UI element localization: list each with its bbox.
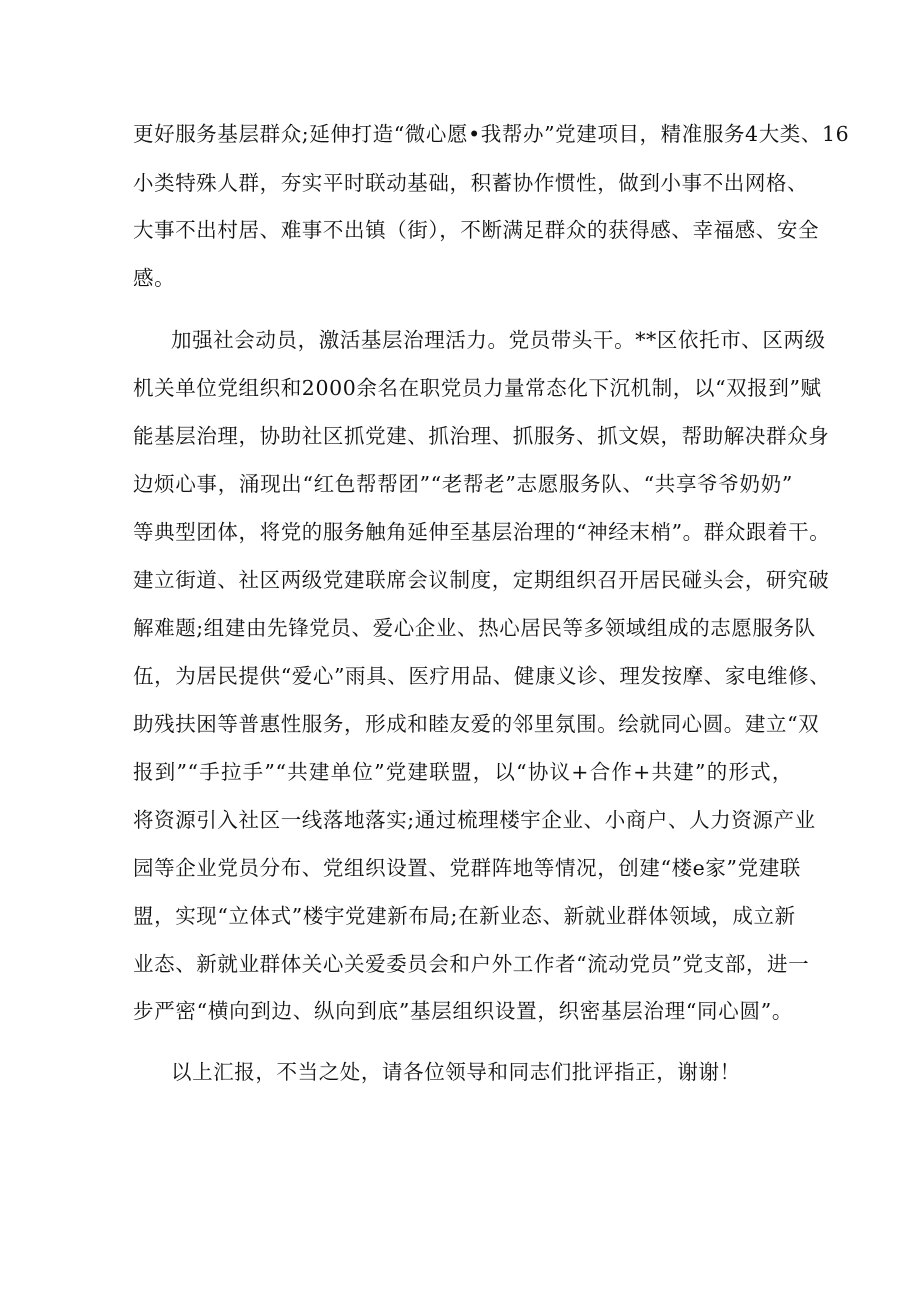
paragraph-2-line-6: 建立街道、社区两级党建联席会议制度，定期组织召开居民碰头会，研究破 (133, 568, 830, 592)
paragraph-2-line-5: 等典型团体，将党的服务触角延伸至基层治理的“神经末梢”。群众跟着干。 (133, 520, 831, 544)
paragraph-2-line-7: 解难题;组建由先锋党员、爱心企业、热心居民等多领域组成的志愿服务队 (133, 616, 816, 640)
paragraph-2-line-11: 将资源引入社区一线落地落实;通过梳理楼宇企业、小商户、人力资源产业 (133, 808, 816, 832)
paragraph-2-line-2: 机关单位党组织和2000余名在职党员力量常态化下沉机制，以“双报到”赋 (133, 376, 822, 400)
paragraph-2-line-12: 园等企业党员分布、党组织设置、党群阵地等情况，创建“楼e家”党建联 (133, 856, 801, 880)
paragraph-1-line-2: 小类特殊人群，夯实平时联动基础，积蓄协作惯性，做到小事不出网格、 (133, 171, 809, 195)
paragraph-1-line-3: 大事不出村居、难事不出镇（街），不断满足群众的获得感、幸福感、安全 (133, 218, 820, 242)
paragraph-2-line-4: 边烦心事，涌现出“红色帮帮团”“老帮老”志愿服务队、“共享爷爷奶奶” (133, 472, 793, 496)
paragraph-2-line-13: 盟，实现“立体式”楼宇党建新布局;在新业态、新就业群体领域，成立新 (133, 904, 796, 928)
paragraph-1-line-1: 更好服务基层群众;延伸打造“微心愿•我帮办”党建项目，精准服务4大类、16 (133, 122, 850, 146)
paragraph-2-line-1: 加强社会动员，激活基层治理活力。党员带头干。**区依托市、区两级 (171, 328, 826, 352)
paragraph-1-line-4: 感。 (133, 266, 176, 290)
paragraph-2-line-9: 助残扶困等普惠性服务，形成和睦友爱的邻里氛围。绘就同心圆。建立“双 (133, 712, 820, 736)
paragraph-2-line-3: 能基层治理，协助社区抓党建、抓治理、抓服务、抓文娱，帮助解决群众身 (133, 424, 830, 448)
paragraph-2-line-15: 步严密“横向到边、纵向到底”基层组织设置，织密基层治理“同心圆”。 (133, 999, 793, 1023)
paragraph-2-line-8: 伍，为居民提供“爱心”雨具、医疗用品、健康义诊、理发按摩、家电维修、 (133, 664, 831, 688)
paragraph-2-line-14: 业态、新就业群体关心关爱委员会和户外工作者“流动党员”党支部，进一 (133, 952, 810, 976)
paragraph-2-line-10: 报到”“手拉手”“共建单位”党建联盟，以“协议+合作+共建”的形式， (133, 760, 793, 784)
paragraph-3-line-1: 以上汇报，不当之处，请各位领导和同志们批评指正，谢谢！ (171, 1060, 741, 1084)
